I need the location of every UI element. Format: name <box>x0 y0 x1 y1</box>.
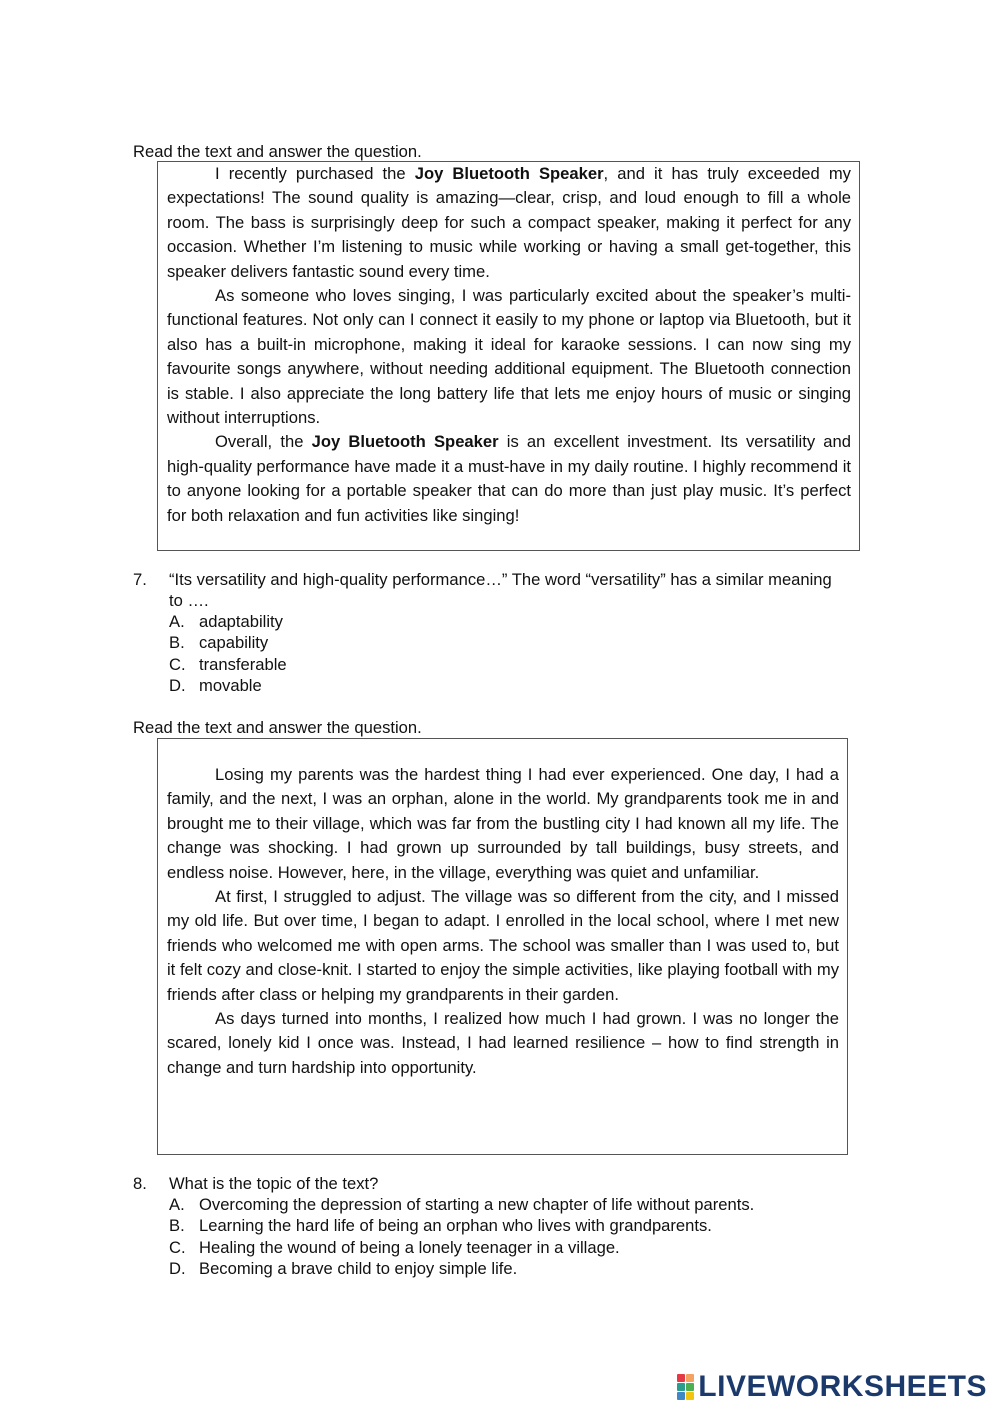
logo-mark-icon <box>677 1374 694 1400</box>
answer-option[interactable]: A. adaptability <box>169 612 283 631</box>
liveworksheets-logo <box>677 1372 987 1402</box>
question-7 <box>133 569 853 696</box>
passage-2-paragraph: As days turned into months, I realized how much I had grown. I was no longer the scared, lonely kid I once was. Instead, I had learned resilience – how to find strength in change and turn hardship into opportunity. <box>167 1009 839 1077</box>
answer-option[interactable]: B. Learning the hard life of being an orphan who lives with grandparents. <box>169 1216 712 1236</box>
question-text: What is the topic of the text? <box>169 1174 379 1193</box>
instruction-2: Read the text and answer the question. <box>133 718 422 737</box>
question-number: 7. <box>133 570 147 589</box>
passage-1-paragraph: I recently purchased the Joy Bluetooth Speaker, and it has truly exceeded my expectations! The sound quality is amazing—clear, crisp, and loud enough to fill a whole room. The bass is surprisingly deep for such a compact speaker, making it perfect for any occasion. Whether I’m listening to music while working or having a small get-together, this speaker delivers fantastic sound every time. <box>167 164 851 281</box>
passage-box-2 <box>157 738 848 1155</box>
passage-1-paragraph: As someone who loves singing, I was particularly excited about the speaker’s multi-functional features. Not only can I connect it easily to my phone or laptop via Bluetooth, but it also has a built-in microphone, making it ideal for karaoke sessions. I can now sing my favourite songs anywhere, without needing additional equipment. The Bluetooth connection is stable. I also appreciate the long battery life that lets me enjoy hours of music or singing without interruptions. <box>167 286 851 428</box>
question-8 <box>133 1173 853 1279</box>
logo-text: LIVEWORKSHEETS <box>698 1370 987 1403</box>
answer-option[interactable]: D. Becoming a brave child to enjoy simple life. <box>169 1258 518 1278</box>
instruction-1: Read the text and answer the question. <box>133 142 422 161</box>
answer-option[interactable]: C. transferable <box>169 654 287 674</box>
passage-2-paragraph: At first, I struggled to adjust. The village was so different from the city, and I missed my old life. But over time, I began to adapt. I enrolled in the local school, where I met new friends who welcomed me with open arms. The school was smaller than I was used to, but it felt cozy and close-knit. I started to enjoy the simple activities, like playing football with my friends after class or helping my grandparents in their garden. <box>167 887 839 1004</box>
passage-box-1 <box>157 161 860 551</box>
answer-option[interactable]: A. Overcoming the depression of starting a new chapter of life without parents. <box>169 1195 755 1214</box>
answer-option[interactable]: B. capability <box>169 633 269 653</box>
answer-option[interactable]: D. movable <box>169 675 262 695</box>
question-text: “Its versatility and high-quality performance…” The word “versatility” has a similar meaning to …. <box>169 570 832 610</box>
question-number: 8. <box>133 1174 147 1193</box>
passage-1-paragraph: Overall, the Joy Bluetooth Speaker is an excellent investment. Its versatility and high-quality performance have made it a must-have in my daily routine. I highly recommend it to anyone looking for a portable speaker that can do more than just play music. It’s perfect for both relaxation and fun activities like singing! <box>167 432 851 525</box>
answer-option[interactable]: C. Healing the wound of being a lonely teenager in a village. <box>169 1237 620 1257</box>
passage-2-paragraph: Losing my parents was the hardest thing I had ever experienced. One day, I had a family, and the next, I was an orphan, alone in the world. My grandparents took me in and brought me to their village, which was far from the bustling city I had known all my life. The change was shocking. I had grown up surrounded by tall buildings, busy streets, and endless noise. However, here, in the village, everything was quiet and unfamiliar. <box>167 765 839 882</box>
